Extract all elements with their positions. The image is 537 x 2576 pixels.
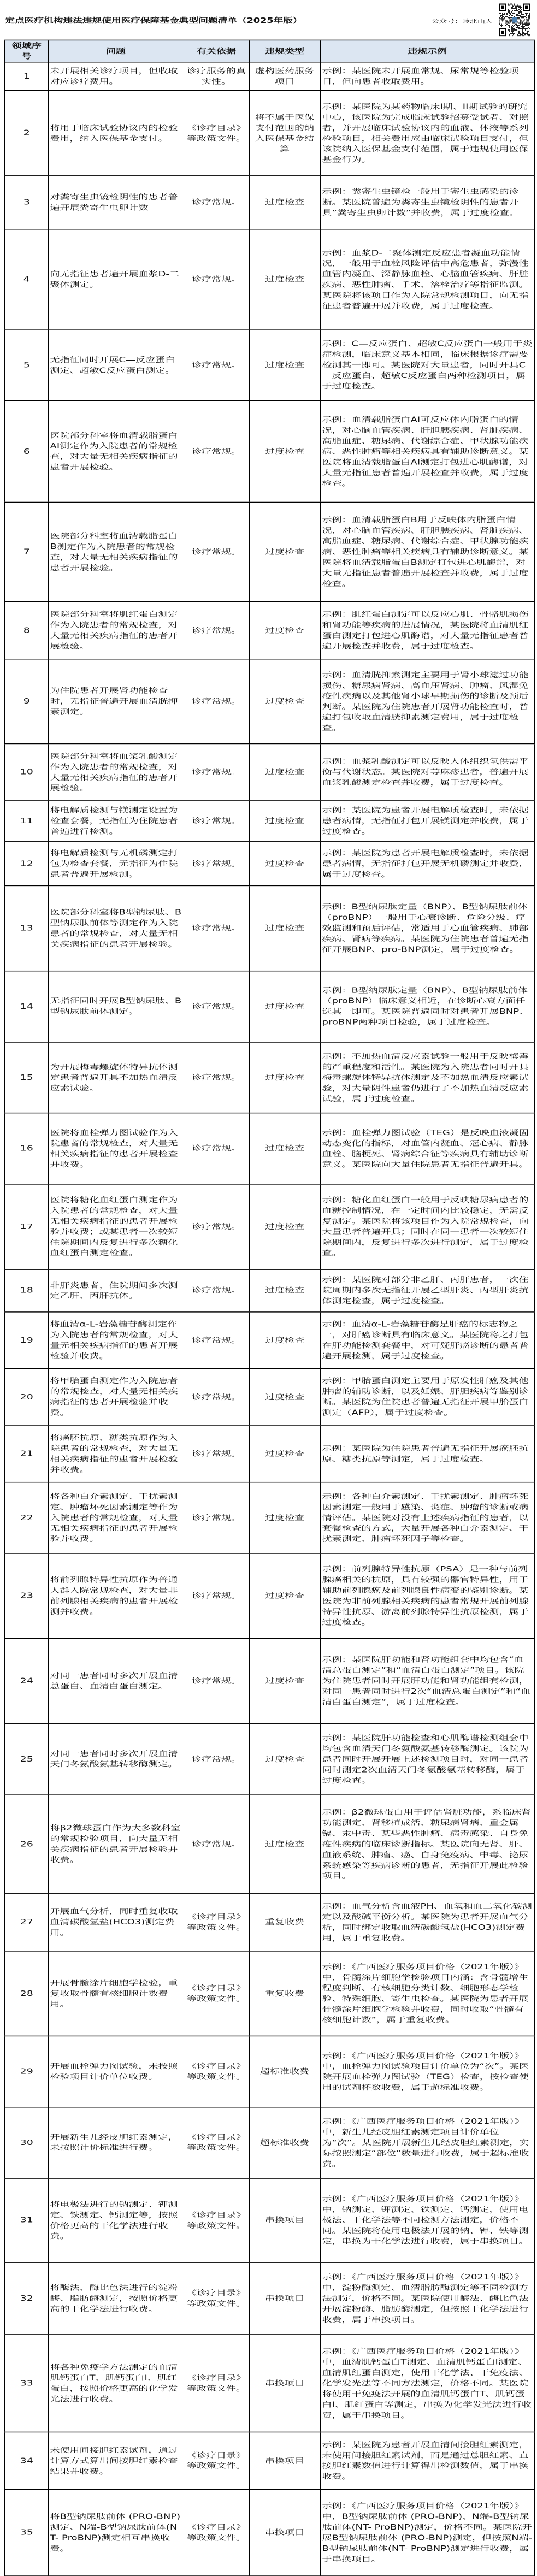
table-header-row [5,40,535,62]
header-type: 违规类型 [249,40,320,62]
example-cell: 示例：《广西医疗服务项目价格（2021年版）》中，B型钠尿肽前体 (PRO-BNP)、N端-B型钠尿肽前体(NT- ProBNP)测定，价格不同。某医院开展B型钠尿肽前体 (PRO-BNP)测定，但按照N端-B型钠尿肽前体(NT- ProBNP)测定进行收费，属于串换项目。 [320,2490,535,2576]
basis-cell: 诊疗常规。 [184,1269,249,1312]
table-row [5,2432,535,2490]
table-row [5,2490,535,2576]
problem-cell: 开展骨髓涂片细胞学检验，重复收取骨髓有核细胞计数费用。 [48,1951,184,2036]
basis-cell: 《诊疗目录》等政策文件。 [184,1894,249,1951]
table-row [5,2036,535,2107]
violation-type-cell: 串换项目 [249,2262,320,2335]
table-row [5,1724,535,1795]
row-number: 32 [5,2262,48,2335]
row-number: 5 [5,330,48,401]
problem-cell: 医院部分科室将肌红蛋白测定作为入院患者的常规检查，对大量无相关疾病指征的患者开展检验。 [48,602,184,659]
example-cell: 示例：血清载脂蛋白AI可反应体内脂蛋白的情况，对心脑血管疾病、肝胆胰疾病、肾脏疾病、高脂血症、糖尿病、代谢综合症、甲状腺功能疾病、恶性肿瘤等相关疾病具有辅助诊断意义。某医院将血清载脂蛋白AI测定打包进心肌酶谱，对大量无指征患者普遍开展检查并收费，属于过度检查。 [320,401,535,503]
basis-cell: 诊疗常规。 [184,330,249,401]
example-cell: 示例：某医院为某药物临床I期、II期试验的研究中心，该医院为完成临床试验招募受试者、对照者，并开展临床试验协议内的血液、体液等系列检验项目，相关费用应由临床试验项目支付，但该院纳入医保基金支付范围，属于违规使用医保基金行为。 [320,91,535,176]
problem-cell: 将β2微球蛋白作为大多数科室的常规检验项目，向大量无相关疾病指征的患者开展检验并收费。 [48,1795,184,1894]
problem-cell: 将电解质检测与镁测定设置为检查套餐，无指征为住院患者普遍进行检测。 [48,801,184,842]
table-row [5,503,535,602]
row-number: 19 [5,1312,48,1369]
row-number: 27 [5,1894,48,1951]
row-number: 26 [5,1795,48,1894]
violation-type-cell: 过度检查 [249,503,320,602]
basis-cell: 诊疗常规。 [184,1639,249,1724]
table-row [5,1269,535,1312]
violation-type-cell: 过度检查 [249,1269,320,1312]
example-cell: 示例：糖化血红蛋白一般用于反映糖尿病患者的血糖控制情况，在一定时间内比较稳定，无需反复测定。某医院将该项目作为入院常规检查，向大量患者普遍开具；同时在同一患者一次较短住院期间内，反复进行多次进行测定，属于过度检查。 [320,1184,535,1269]
basis-cell: 诊疗常规。 [184,659,249,744]
basis-cell: 《诊疗目录》等政策文件。 [184,2432,249,2490]
problem-cell: 将B型钠尿肽前体 (PRO-BNP)测定、N端-B型钠尿肽前体(NT- ProBNP)测定相互串换收费。 [48,2490,184,2576]
page-title: 定点医疗机构违法违规使用医疗保障基金典型问题清单（2025年版） [5,16,303,25]
violation-type-cell: 重复收费 [249,1894,320,1951]
example-cell: 示例：《广西医疗服务项目价格（2021年版）》中，血栓弹力图试验项目计价单位为“次”。某医院开展血栓弹力图试验（TEG）检查，按检查使用的试剂杯数收费，属于超标准收费。 [320,2036,535,2107]
violation-type-cell: 过度检查 [249,744,320,801]
table-row [5,1042,535,1113]
basis-cell: 《诊疗目录》等政策文件。 [184,2036,249,2107]
problem-cell: 对同一患者同时多次开展血清天门冬氨酸氨基转移酶测定。 [48,1724,184,1795]
row-number: 29 [5,2036,48,2107]
example-cell: 示例：B型纳尿肽定量（BNP）、B型钠尿肽前体（proBNP）一般用于心衰诊断、危险分级、疗效监测和预后评估，常适用于心血管疾病、肺部疾病、肾病等疾病。某医院为住院患者普遍无指征开展BNP、pro-BNP测定，属于过度检查。 [320,886,535,971]
example-cell: 示例：《广西医疗服务项目价格（2021年版）》中，钠测定、钾测定、铁测定、钙测定，使用电极法、干化学法等不同检测方法测定，价格不同。某医院将使用电极法开展的钠、钾、铁等测定，串换为干化学法进行收费，属于串换项目。 [320,2178,535,2262]
basis-cell: 诊疗常规。 [184,1369,249,1426]
violation-type-cell: 过度检查 [249,1553,320,1639]
table-row [5,1482,535,1553]
example-cell: 示例：《广西医疗服务项目价格（2021年版）》中，新生儿经皮胆红素测定项目计价单位为“次”。某医院开展新生儿经皮胆红素测定，实际按照测定“部位”数量进行收费，属于超标准收费。 [320,2107,535,2178]
violation-type-cell: 过度检查 [249,842,320,886]
problem-cell: 为开展梅毒螺旋体特异抗体测定患者普遍开具不加热血清反应素试验。 [48,1042,184,1113]
basis-cell: 诊疗常规。 [184,1113,249,1184]
example-cell: 示例：《广西医疗服务项目价格（2021年版）》中，血清肌钙蛋白T测定、血清肌钙蛋白Ⅰ测定、血清肌红蛋白测定，使用干化学法、干免疫法、化学发光法等不同方法测定，价格不同。某医院将使用干免疫法开展的血清肌钙蛋白T、肌钙蛋白Ⅰ、肌红蛋白等测定，串换为化学发光法进行收费，属于串换项目。 [320,2335,535,2432]
problem-cell: 将甲胎蛋白测定作为入院患者的常规检查，对大量无相关疾病指征的患者开展检验并收费。 [48,1369,184,1426]
violation-type-cell: 过度检查 [249,401,320,503]
table-row [5,1639,535,1724]
row-number: 4 [5,229,48,330]
table-row [5,886,535,971]
problem-cell: 开展新生儿经皮胆红素测定，未按照计价标准进行费。 [48,2107,184,2178]
row-number: 20 [5,1369,48,1426]
row-number: 10 [5,744,48,801]
basis-cell: 《诊疗目录》等政策文件。 [184,91,249,176]
example-cell: 示例：肌红蛋白测定可以反应心肌、骨骼肌损伤和肾功能等疾病的进展情况，某医院将血清肌红蛋白测定打包进心肌酶谱，对大量无指征患者普遍开展检查并收费，属于过度检查。 [320,602,535,659]
example-cell: 示例：《广西医疗服务项目价格（2021年版）》中，骨髓涂片细胞学检验项目内涵：含骨髓增生程度判断、有核细胞分类计数、细胞形态学检验、特殊细胞、寄生虫检查。某医院为患者开展骨髓涂片细胞学检验并收费，同时收取“骨髓有核细胞计数”，属于重复收费。 [320,1951,535,2036]
example-cell: 示例：血浆D-二聚体测定反应患者凝血功能情况，一般用于血栓风险评估中高危患者，弥漫性血管内凝血、深静脉血栓、心脑血管疾病、肝脏疾病、恶性肿瘤、手术、溶栓治疗等指征监测。某医院将该项目作为入院常规检测项目，向无指征患者普遍开展并收费，属于过度检查。 [320,229,535,330]
problem-cell: 开展血栓弹力图试验，未按照检验项目计价单位收费。 [48,2036,184,2107]
basis-cell: 《诊疗目录》等政策文件。 [184,2490,249,2576]
table-row [5,801,535,842]
row-number: 16 [5,1113,48,1184]
basis-cell: 《诊疗目录》等政策文件。 [184,2178,249,2262]
table-row [5,971,535,1042]
table-row [5,744,535,801]
violation-type-cell: 过度检查 [249,1312,320,1369]
problem-cell: 对同一患者同时多次开展血清总蛋白、血清白蛋白测定。 [48,1639,184,1724]
violation-type-cell: 串换项目 [249,2490,320,2576]
problem-cell: 未使用间接胆红素试剂，通过计算方式算出间接胆红素检查结果并收费。 [48,2432,184,2490]
violation-type-cell: 过度检查 [249,1724,320,1795]
row-number: 13 [5,886,48,971]
row-number: 33 [5,2335,48,2432]
example-cell: 示例：血清α-L-岩藻糖苷酶是肝癌的标志物之一，对肝癌诊断具有临床意义。某医院将之打包在肝功能检测套餐中，对可疑肝癌诊断的患者普遍开展检测，属于过度检查。 [320,1312,535,1369]
problem-cell: 医院部分科室将血浆乳酸测定作为入院患者的常规检查，对大量无相关疾病指征的患者开展检验。 [48,744,184,801]
violation-type-cell: 过度检查 [249,1426,320,1482]
violation-type-cell: 过度检查 [249,1042,320,1113]
basis-cell: 诊疗常规。 [184,1795,249,1894]
table-row [5,1894,535,1951]
table-row [5,1426,535,1482]
example-cell: 示例：各种白介素测定、干扰素测定、肿瘤坏死因素测定一般用于感染、炎症、肿瘤的诊断或病情评估。某医院对没有上述疾病指征的患者，以套餐检查的方式，大量开展各种白介素测定、干扰素测定、肿瘤坏死因子等检查。 [320,1482,535,1553]
basis-cell: 诊疗常规。 [184,1042,249,1113]
example-cell: 示例：血清胱抑素测定主要用于肾小球滤过功能损伤、糖尿病肾病、高血压肾病、肿瘤、风湿免疫性疾病以及其他肾小球早期损伤的诊断及预后判断。某医院为住院患者开展肾功能检查时，普遍打包收取血清胱抑素测定费用，属于过度检查。 [320,659,535,744]
example-cell: 示例：某医院为患者开展电解质检查时，未依据患者病情，无指征打包开展镁测定并收费，属于过度检查。 [320,801,535,842]
table-row [5,842,535,886]
basis-cell: 诊疗常规。 [184,1312,249,1369]
row-number: 22 [5,1482,48,1553]
example-cell: 示例：某医院为患者开展血清间接胆红素测定，未使用间接胆红素试剂，而是通过总胆红素、直接胆红素数值进行计算得出检测数值，属于串换收费。 [320,2432,535,2490]
row-number: 1 [5,62,48,91]
table-row [5,602,535,659]
row-number: 17 [5,1184,48,1269]
row-number: 12 [5,842,48,886]
header-basis: 有关依据 [184,40,249,62]
example-cell: 示例：某医院对部分非乙肝、丙肝患者，一次住院周期内多次无指征开展乙型肝炎、丙型肝炎抗体测定检查，属于过度检查。 [320,1269,535,1312]
problem-cell: 将前列腺特异性抗原作为普通人群入院常规检查，对大量非前列腺相关疾病的患者开展检测并收费。 [48,1553,184,1639]
row-number: 34 [5,2432,48,2490]
problem-cell: 医院部分科室将血清载脂蛋白B测定作为入院患者的常规检查，对大量无相关疾病指征的患者开展检验。 [48,503,184,602]
table-row [5,2107,535,2178]
example-cell: 示例：前列腺特异性抗原（PSA）是一种与前列腺癌相关的抗原，具有较强的器官特异性，用于辅助前列腺癌及前列腺良性病变的鉴别诊断。某医院为非前列腺相关疾病的患者常规开展前列腺特异性抗原、游离前列腺特异性抗原检测，属于过度检查。 [320,1553,535,1639]
header-no: 领域序号 [5,40,48,62]
basis-cell: 《诊疗目录》等政策文件。 [184,2262,249,2335]
problem-cell: 将酶法、酶比色法进行的淀粉酶、脂肪酶测定，按照价格更高的干化学法进行收费。 [48,2262,184,2335]
violation-type-cell: 过度检查 [249,1184,320,1269]
table-row [5,2262,535,2335]
example-cell: 示例：某医院肝功能和肾功能组套中均包含“血清总蛋白测定”和“血清白蛋白测定”项目。该院为住院患者同时开展肝功能和肾功能组套检测，对同一患者同时进行2次“血清总蛋白测定”和“血清白蛋白测定”，属于过度检查。 [320,1639,535,1724]
table-row [5,1312,535,1369]
basis-cell: 诊疗服务的真实性。 [184,62,249,91]
violation-type-cell: 超标准收费 [249,2036,320,2107]
row-number: 25 [5,1724,48,1795]
basis-cell: 诊疗常规。 [184,1426,249,1482]
example-cell: 示例：血栓弹力图试验（TEG）是反映血液凝固动态变化的指标，对血管内凝血、冠心病、静脉血栓、脑梗死、肾病综合征等疾病具有辅助诊断意义。某医院向大量住院患者无指征普遍开具。 [320,1113,535,1184]
basis-cell: 诊疗常规。 [184,1482,249,1553]
example-cell: 示例：B型纳尿肽定量（BNP）、B型钠尿肽前体（proBNP）临床意义相近，在诊断心衰方面任选其一即可。某医院普遍同时对患者开展BNP、proBNP两种项目检验，属于过度检查。 [320,971,535,1042]
row-number: 23 [5,1553,48,1639]
basis-cell: 诊疗常规。 [184,176,249,229]
violation-type-cell: 虚构医药服务项目 [249,62,320,91]
basis-cell: 《诊疗目录》等政策文件。 [184,2335,249,2432]
violation-type-cell: 过度检查 [249,659,320,744]
basis-cell: 《诊疗目录》等政策文件。 [184,2107,249,2178]
row-number: 6 [5,401,48,503]
violation-type-cell: 过度检查 [249,1113,320,1184]
table-row [5,1184,535,1269]
qr-code-icon [499,3,530,36]
problem-cell: 向无指征患者遍开展血浆D-二聚体测定。 [48,229,184,330]
violation-type-cell: 过度检查 [249,229,320,330]
basis-cell: 诊疗常规。 [184,401,249,503]
problem-cell: 医院将血栓弹力图试验作为入院患者的常规检查，对大量无相关疾病指征的患者开展检查并收费。 [48,1113,184,1184]
problem-cell: 开展血气分析，同时重复收取血清碳酸氢盐(HCO3)测定费用。 [48,1894,184,1951]
violation-type-cell: 过度检查 [249,886,320,971]
problem-cell: 医院将糖化血红蛋白测定作为入院患者的常规检查，对大量无相关疾病指征的患者开展检验并收费；或某患者一次较短住院期间内反复进行多次糖化血红蛋白测定检查。 [48,1184,184,1269]
header-example: 违规示例 [320,40,535,62]
violation-type-cell: 超标准收费 [249,2107,320,2178]
table-row [5,1369,535,1426]
table-row [5,229,535,330]
basis-cell: 诊疗常规。 [184,842,249,886]
table-row [5,2335,535,2432]
row-number: 11 [5,801,48,842]
example-cell: 示例：C—反应蛋白、超敏C反应蛋白一般用于炎症检测，临床意义基本相同，临床根据诊疗需要检测其一即可。某医院对大量患者，同时开具C—反应蛋白、超敏C反应蛋白两种检测项目，属于过度检查。 [320,330,535,401]
violation-type-cell: 串换项目 [249,2335,320,2432]
problem-cell: 对粪寄生虫镜检阴性的患者普遍开展粪寄生虫卵计数 [48,176,184,229]
basis-cell: 《诊疗目录》等政策文件。 [184,1951,249,2036]
violation-type-cell: 过度检查 [249,176,320,229]
table-row [5,659,535,744]
example-cell: 示例：血气分析含血液PH、血氧和血二氧化碳测定以及酸碱平衡分析。某医院为患者开展血气分析，同时绑定收取血清碳酸氢盐(HCO3)测定费用，属于重复收费。 [320,1894,535,1951]
row-number: 30 [5,2107,48,2178]
violation-type-cell: 过度检查 [249,1795,320,1894]
row-number: 14 [5,971,48,1042]
basis-cell: 诊疗常规。 [184,801,249,842]
table-row [5,176,535,229]
violation-type-cell: 过度检查 [249,801,320,842]
table-row [5,330,535,401]
example-cell: 示例：某医院为住院患者普遍无指征开展癌胚抗原、糖类抗原等测定，属于过度检查。 [320,1426,535,1482]
problem-cell: 未开展相关诊疗项目，但收取对应诊疗费用。 [48,62,184,91]
row-number: 18 [5,1269,48,1312]
problem-cell: 将用于临床试验协议内的检验费用，纳入医保基金支付。 [48,91,184,176]
table-row [5,1795,535,1894]
basis-cell: 诊疗常规。 [184,229,249,330]
row-number: 31 [5,2178,48,2262]
basis-cell: 诊疗常规。 [184,1184,249,1269]
basis-cell: 诊疗常规。 [184,744,249,801]
violation-type-cell: 过度检查 [249,330,320,401]
problem-cell: 医院部分科室将B型钠尿肽、B型钠尿肽前体等测定作为入院患者的常规检查，对大量无相关疾病指征的患者开展检验。 [48,886,184,971]
problem-cell: 将电解质检测与无机磷测定打包为检查套餐，无指征为住院患者普遍开展检测。 [48,842,184,886]
basis-cell: 诊疗常规。 [184,971,249,1042]
basis-cell: 诊疗常规。 [184,503,249,602]
problem-cell: 将各种免疫学方法测定的血清肌钙蛋白T、肌钙蛋白Ⅰ、肌红蛋白，按照价格更高的化学发光法进行收费。 [48,2335,184,2432]
row-number: 21 [5,1426,48,1482]
violation-type-cell: 重复收费 [249,1951,320,2036]
row-number: 3 [5,176,48,229]
example-cell: 示例：某医院为患者开展电解质检查时，未依据患者病情，无指征打包开展无机磷测定并收费，属于过度检查。 [320,842,535,886]
problem-table [4,40,535,2576]
example-cell: 示例：血浆乳酸测定可以反映人体组织氧供需平衡与代谢状态。某医院对荨麻疹患者，普遍开展血浆乳酸测定检查并收费，属于过度检查。 [320,744,535,801]
basis-cell: 诊疗常规。 [184,602,249,659]
basis-cell: 诊疗常规。 [184,886,249,971]
table-row [5,1113,535,1184]
problem-cell: 无指征同时开展C—反应蛋白测定、超敏C反应蛋白测定。 [48,330,184,401]
row-number: 9 [5,659,48,744]
problem-cell: 非肝炎患者，住院期间多次测定乙肝、丙肝抗体。 [48,1269,184,1312]
violation-type-cell: 过度检查 [249,1482,320,1553]
row-number: 7 [5,503,48,602]
problem-cell: 为住院患者开展肾功能检查时，无指征普遍开展血清胱抑素测定。 [48,659,184,744]
example-cell: 示例：某医院未开展血常规、尿常规等检验项目，但向患者收取费用。 [320,62,535,91]
example-cell: 示例：血清载脂蛋白B用于反映体内脂蛋白情况，对心脑血管疾病、肝胆胰疾病、肾脏疾病、高脂血症、糖尿病、代谢综合症、甲状腺功能疾病、恶性肿瘤等相关疾病具有辅助诊断意义。某医院将血清载脂蛋白B测定打包进心肌酶谱，对大量无指征患者普遍开展检查并收费，属于过度检查。 [320,503,535,602]
problem-cell: 医院部分科室将血清载脂蛋白AI测定作为入院患者的常规检查，对大量无相关疾病指征的患者开展检验。 [48,401,184,503]
table-row [5,401,535,503]
example-cell: 示例：不加热血清反应素试验一般用于反映梅毒的严重程度和活性。某医院为入院患者同时开具梅毒螺旋体特异抗体测定及不加热血清反应素试验，对大量阴性患者仍进行了不加热血清反应素试验，属于过度检查。 [320,1042,535,1113]
table-row [5,1951,535,2036]
row-number: 24 [5,1639,48,1724]
violation-type-cell: 过度检查 [249,1369,320,1426]
basis-cell: 诊疗常规。 [184,1724,249,1795]
violation-type-cell: 串换项目 [249,2432,320,2490]
table-row [5,2178,535,2262]
table-row [5,1553,535,1639]
example-cell: 示例：粪寄生虫镜检一般用于寄生虫感染的诊断。某医院普遍为粪寄生虫镜检阴性的患者开具”粪寄生虫卵计数”并收费，属于过度检查。 [320,176,535,229]
violation-type-cell: 过度检查 [249,602,320,659]
row-number: 8 [5,602,48,659]
example-cell: 示例：《广西医疗服务项目价格（2021年版）》中，淀粉酶测定、血清脂肪酶测定等不同检测方法测定，价格不同。某医院使用酶法、酶比色法开展淀粉酶、脂肪酶测定，但按照干化学法进行收费，属于串换项目。 [320,2262,535,2335]
violation-type-cell: 过度检查 [249,971,320,1042]
problem-cell: 将癌胚抗原、糖类抗原作为入院患者的常规检查，对大量无相关疾病指征的患者开展检验并收费。 [48,1426,184,1482]
problem-cell: 将电极法进行的钠测定、钾测定、铁测定、钙测定等，按照价格更高的干化学法进行收费。 [48,2178,184,2262]
row-number: 35 [5,2490,48,2576]
example-cell: 示例：甲胎蛋白测定主要用于原发性肝癌及其他肿瘤的辅助诊断，以及妊娠、肝胆疾病等鉴别诊断。某医院为住院患者普遍无指征开展甲胎蛋白测定（AFP），属于过度检查。 [320,1369,535,1426]
basis-cell: 诊疗常规。 [184,1553,249,1639]
row-number: 2 [5,91,48,176]
violation-type-cell: 将不属于医保支付范围的纳入医保基金结算 [249,91,320,176]
violation-type-cell: 串换项目 [249,2178,320,2262]
row-number: 15 [5,1042,48,1113]
row-number: 28 [5,1951,48,2036]
table-row [5,91,535,176]
example-cell: 示例：某医院肝功能检查和心肌酶谱检测组套中均包含血清天门冬氨酸氨基转移酶测定。该院为患者同时开展开展上述检测项目时，对同一患者同时测定2次血清天门冬氨酸氨基转移酶，属于过度检查。 [320,1724,535,1795]
problem-cell: 无指征同时开展B型钠尿肽、B型钠尿肽前体测定。 [48,971,184,1042]
header-problem: 问题 [48,40,184,62]
example-cell: 示例：β2微球蛋白用于评估肾脏功能，系临床肾功能测定、肾移植成活、糖尿病肾病、重金属镉、汞中毒、某些恶性肿瘤、病毒感染、自身免疫性疾病的临床诊断指标。某医院向无肾、肝、血液系统、肿瘤、癌、自身免疫病、中毒、泌尿系统感染等疾病诊断的患者，无指征开展此检验项目。 [320,1795,535,1894]
table-row [5,62,535,91]
violation-type-cell: 过度检查 [249,1639,320,1724]
problem-cell: 将血清α-L-岩藻糖苷酶测定作为入院患者的常规检查，对大量无相关疾病指征的患者开展检验并收费。 [48,1312,184,1369]
account-label: 公众号：岭北山人 [432,18,493,25]
problem-cell: 将各种白介素测定、干扰素测定、肿瘤坏死因素测定等作为入院患者的常规检查，对大量无相关疾病指征的患者开展检验并收费。 [48,1482,184,1553]
